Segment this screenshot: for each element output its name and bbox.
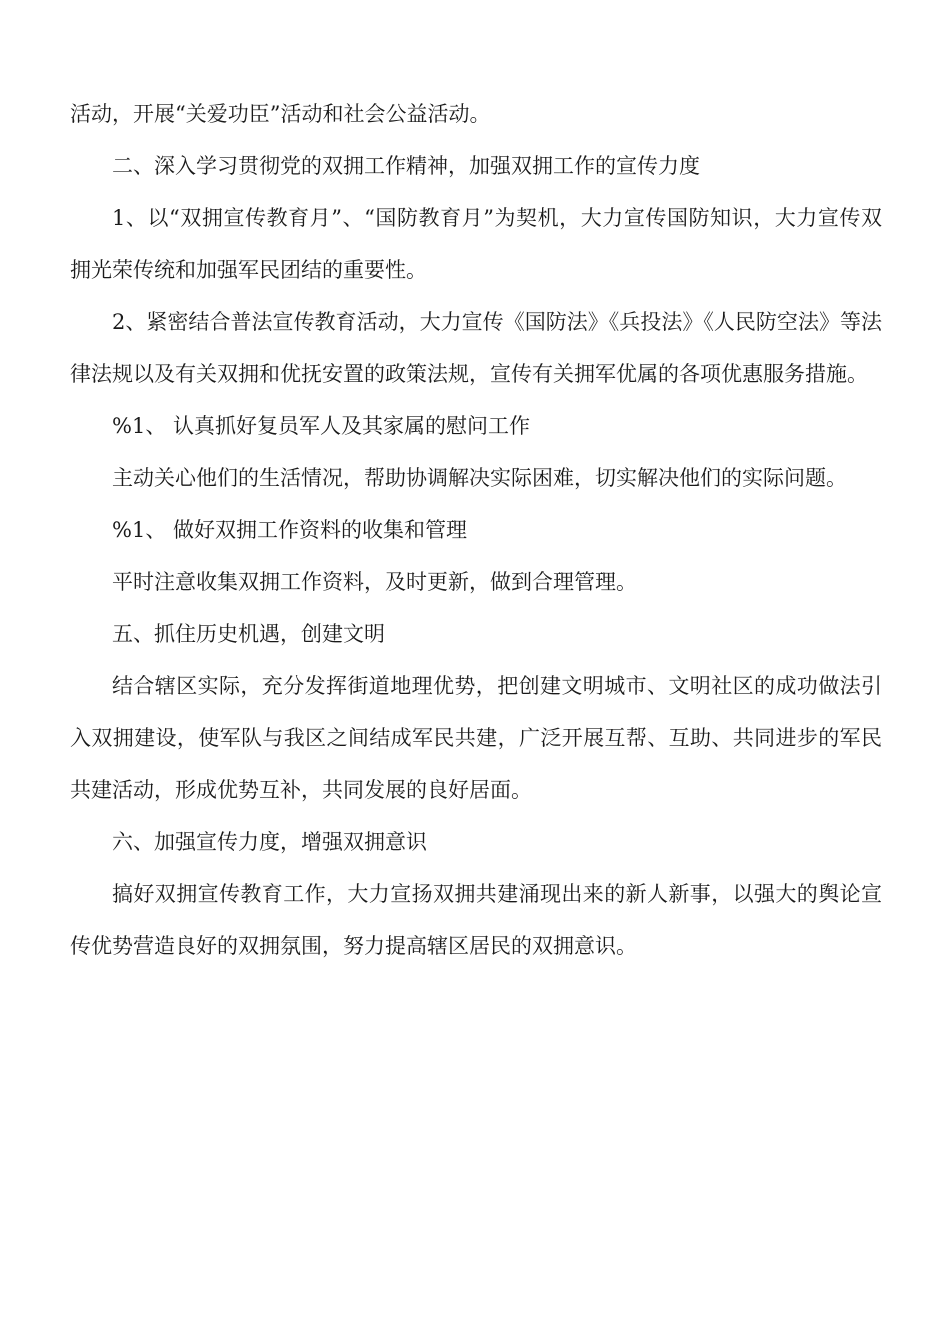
paragraph-section-6-body: 搞好双拥宣传教育工作，大力宣扬双拥共建涌现出来的新人新事，以强大的舆论宣传优势营造良好的双拥氛围，努力提高辖区居民的双拥意识。 <box>70 882 882 958</box>
section-heading-6: 六、加强宣传力度，增强双拥意识 <box>112 830 427 854</box>
paragraph-item-1: 1、以“双拥宣传教育月”、“国防教育月”为契机，大力宣传国防知识，大力宣传双拥光荣传统和加强军民团结的重要性。 <box>70 206 882 282</box>
section-heading-2: 二、深入学习贯彻党的双拥工作精神，加强双拥工作的宣传力度 <box>112 154 700 178</box>
paragraph-item-2: 2、紧密结合普法宣传教育活动，大力宣传《国防法》《兵投法》《人民防空法》等法律法规以及有关双拥和优抚安置的政策法规，宣传有关拥军优属的各项优惠服务措施。 <box>70 310 882 386</box>
paragraph-continuation: 活动，开展“关爱功臣”活动和社会公益活动。 <box>70 102 491 126</box>
section-heading-5: 五、抓住历史机遇，创建文明 <box>112 622 385 646</box>
paragraph-section-3-body: 主动关心他们的生活情况，帮助协调解决实际困难，切实解决他们的实际问题。 <box>112 466 847 490</box>
paragraph-section-5-body: 结合辖区实际，充分发挥街道地理优势，把创建文明城市、文明社区的成功做法引入双拥建设，使军队与我区之间结成军民共建，广泛开展互帮、互助、共同进步的军民共建活动，形成优势互补，共同发展的良好居面。 <box>70 674 882 802</box>
document-body <box>70 88 882 972</box>
section-heading-3: %1、 认真抓好复员军人及其家属的慰问工作 <box>112 414 530 438</box>
paragraph-section-4-body: 平时注意收集双拥工作资料，及时更新，做到合理管理。 <box>112 570 637 594</box>
section-heading-4: %1、 做好双拥工作资料的收集和管理 <box>112 518 467 542</box>
